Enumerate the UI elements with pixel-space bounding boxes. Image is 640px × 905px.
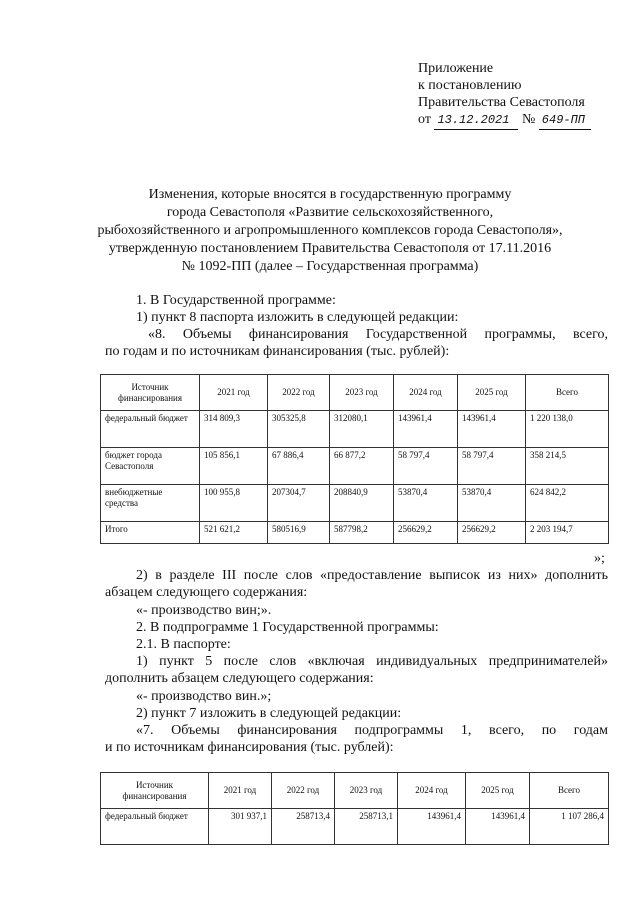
table-row — [101, 411, 609, 448]
paragraph-7: 2.1. В паспорте: — [136, 637, 231, 652]
row-value: 58 797,4 — [394, 448, 458, 485]
table1-header-source: Источник финансирования — [101, 375, 200, 411]
row-value: 143961,4 — [458, 411, 526, 448]
appendix-date-line — [418, 111, 591, 130]
closing-quote-1: »; — [594, 551, 605, 566]
row-value: 143961,4 — [398, 809, 466, 845]
title-line-5: № 1092-ПП (далее – Государственная программа) — [181, 259, 479, 274]
paragraph-11b: и по источникам финансирования (тыс. рублей): — [105, 740, 394, 755]
paragraph-8b: дополнить абзацем следующего содержания: — [105, 671, 374, 686]
title-line-2: города Севастополя «Развитие сельскохозяйственного, — [166, 205, 494, 220]
table1-header-2024: 2024 год — [394, 375, 458, 411]
row-source: бюджет города Севастополя — [101, 448, 200, 485]
document-title — [70, 186, 590, 276]
appendix-block — [418, 60, 591, 130]
table-row — [101, 809, 609, 845]
handwritten-date: 13.12.2021 — [434, 112, 518, 130]
row-source: федеральный бюджет — [101, 411, 200, 448]
row-source: внебюджетные средства — [101, 485, 200, 522]
row-value: 301 937,1 — [209, 809, 272, 845]
table1-header-2021: 2021 год — [200, 375, 268, 411]
table2-header-2025: 2025 год — [466, 773, 530, 809]
table2-header-2022: 2022 год — [272, 773, 335, 809]
paragraph-11a: «7. Объемы финансирования подпрограммы 1, всего, по годам — [136, 723, 608, 738]
row-value: 207304,7 — [268, 485, 330, 522]
row-total: 1 107 286,4 — [530, 809, 609, 845]
table1-header-2025: 2025 год — [458, 375, 526, 411]
paragraph-1: 1. В Государственной программе: — [136, 293, 336, 308]
row-total: 2 203 194,7 — [526, 522, 609, 544]
table1-header-2023: 2023 год — [330, 375, 394, 411]
row-value: 100 955,8 — [200, 485, 268, 522]
appendix-line-2: к постановлению — [418, 78, 522, 93]
date-prefix: от — [418, 112, 431, 127]
row-value: 521 621,2 — [200, 522, 268, 544]
row-value: 587798,2 — [330, 522, 394, 544]
table2-header-source: Источник финансирования — [101, 773, 209, 809]
row-value: 258713,4 — [272, 809, 335, 845]
row-source: Итого — [101, 522, 200, 544]
paragraph-6: 2. В подпрограмме 1 Государственной программы: — [136, 620, 439, 635]
paragraph-3a: «8. Объемы финансирования Государственной программы, всего, — [148, 327, 608, 342]
title-line-3: рыбохозяйственного и агропромышленного комплексов города Севастополя», — [97, 223, 563, 238]
title-line-1: Изменения, которые вносятся в государственную программу — [148, 187, 512, 202]
paragraph-9: «- производство вин.»; — [136, 689, 272, 704]
financing-table-1 — [100, 374, 609, 544]
row-value: 143961,4 — [466, 809, 530, 845]
table-row — [101, 448, 609, 485]
row-value: 312080,1 — [330, 411, 394, 448]
number-prefix: № — [521, 112, 536, 127]
handwritten-number: 649-ПП — [539, 112, 591, 130]
table-row — [101, 485, 609, 522]
row-total: 1 220 138,0 — [526, 411, 609, 448]
row-total: 358 214,5 — [526, 448, 609, 485]
appendix-line-3: Правительства Севастополя — [418, 95, 585, 110]
table2-header-row — [101, 773, 609, 809]
row-value: 305325,8 — [268, 411, 330, 448]
table2-header-total: Всего — [530, 773, 609, 809]
paragraph-8a: 1) пункт 5 после слов «включая индивидуальных предпринимателей» — [136, 654, 608, 669]
row-value: 258713,1 — [335, 809, 398, 845]
paragraph-5: «- производство вин;». — [136, 603, 272, 618]
table1-header-total: Всего — [526, 375, 609, 411]
row-total: 624 842,2 — [526, 485, 609, 522]
financing-table-2 — [100, 772, 609, 845]
paragraph-3b: по годам и по источникам финансирования (тыс. рублей): — [105, 344, 450, 359]
row-value: 256629,2 — [458, 522, 526, 544]
row-value: 580516,9 — [268, 522, 330, 544]
row-value: 53870,4 — [394, 485, 458, 522]
appendix-line-1: Приложение — [418, 61, 494, 76]
row-value: 58 797,4 — [458, 448, 526, 485]
table2-header-2024: 2024 год — [398, 773, 466, 809]
row-value: 314 809,3 — [200, 411, 268, 448]
row-value: 208840,9 — [330, 485, 394, 522]
row-source: федеральный бюджет — [101, 809, 209, 845]
paragraph-10: 2) пункт 7 изложить в следующей редакции: — [136, 706, 402, 721]
paragraph-4a: 2) в разделе III после слов «предоставление выписок из них» дополнить — [136, 568, 608, 583]
title-line-4: утвержденную постановлением Правительства Севастополя от 17.11.2016 — [108, 241, 552, 256]
paragraph-2: 1) пункт 8 паспорта изложить в следующей редакции: — [136, 310, 459, 325]
row-value: 53870,4 — [458, 485, 526, 522]
row-value: 143961,4 — [394, 411, 458, 448]
table2-header-2021: 2021 год — [209, 773, 272, 809]
table2-header-2023: 2023 год — [335, 773, 398, 809]
row-value: 66 877,2 — [330, 448, 394, 485]
paragraph-4b: абзацем следующего содержания: — [105, 585, 308, 600]
row-value: 67 886,4 — [268, 448, 330, 485]
row-value: 105 856,1 — [200, 448, 268, 485]
table1-header-row — [101, 375, 609, 411]
row-value: 256629,2 — [394, 522, 458, 544]
table1-header-2022: 2022 год — [268, 375, 330, 411]
table-row-total — [101, 522, 609, 544]
